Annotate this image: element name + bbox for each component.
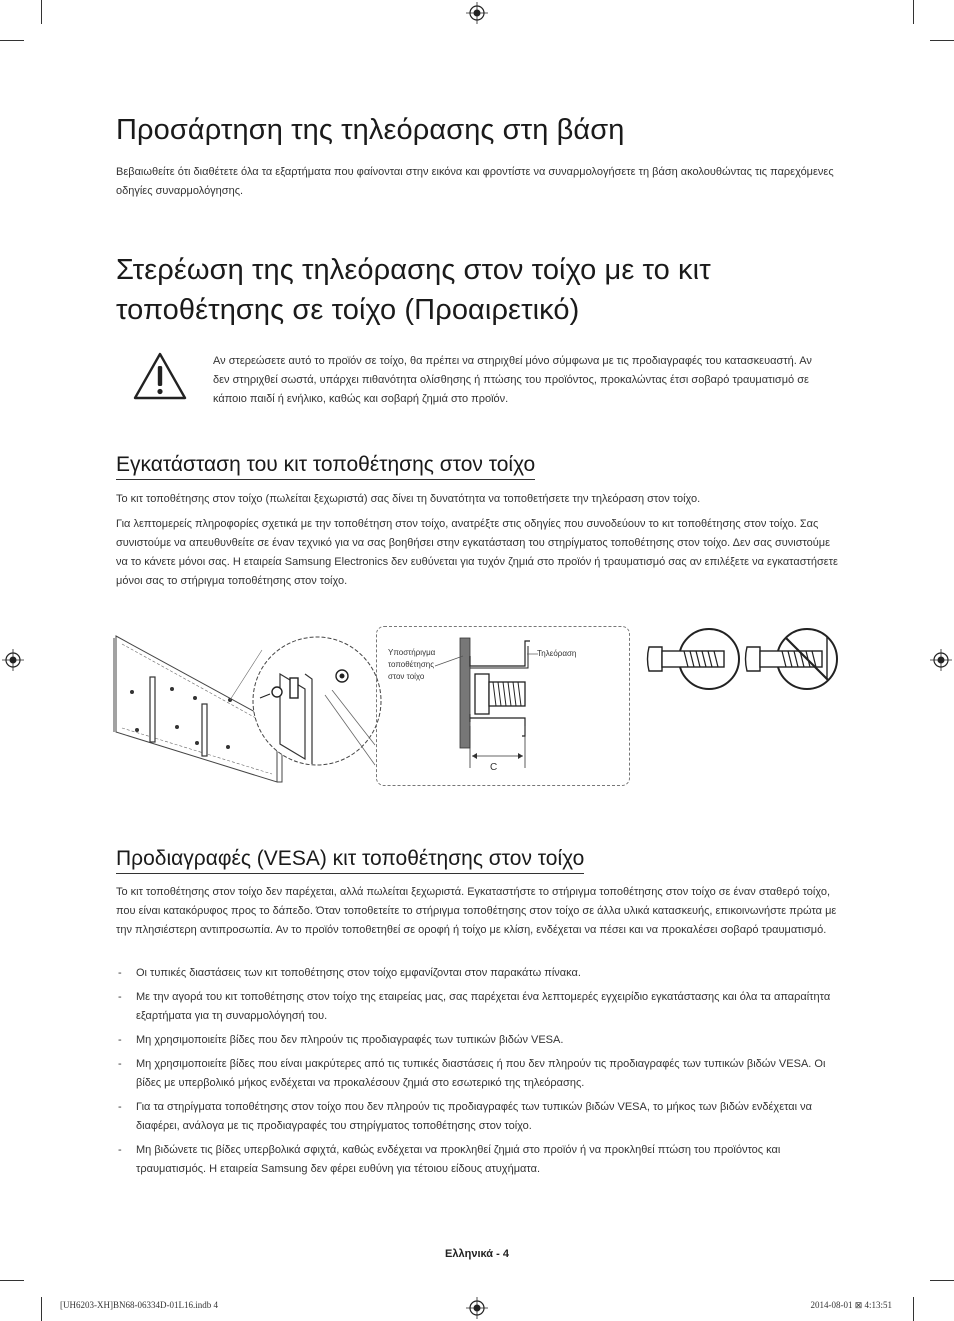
vesa-paragraph: Το κιτ τοποθέτησης στον τοίχο δεν παρέχεται, αλλά πωλείται ξεχωριστά. Εγκαταστήστε το στήριγμα τοποθέτησης στον τοίχο σε έναν σταθερό τοίχο, που είναι κατακόρυφος προς το δάπεδο. Όταν τοποθετείτε το στήριγμα τοποθέτησης στον τοίχο σε άλλα υλικά κατασκευής, επικοινωνήστε πρώτα με την πλησιέστερη αντιπροσωπία. Αν το προϊόν τοποθετηθεί σε οροφή ή τοίχο με κλίση, ενδέχεται να πέσει και να προκαλέσει σοβαρό τραυματισμό. <box>116 886 837 936</box>
list-dash: - <box>118 991 122 1003</box>
dimension-c-label: C <box>490 762 498 773</box>
vesa-bullet-list <box>116 964 834 1184</box>
warning-triangle-icon <box>132 351 188 401</box>
wall-mount-title-line1: Στερέωση της τηλεόρασης στον τοίχο με το κιτ <box>116 254 711 286</box>
stand-intro-text: Βεβαιωθείτε ότι διαθέτετε όλα τα εξαρτήματα που φαίνονται στην εικόνα και φροντίστε να συναρμολογήσετε τη βάση ακολουθώντας τις παρεχόμενες οδηγίες συναρμολόγησης. <box>116 166 834 197</box>
crop-mark <box>913 1297 914 1321</box>
crop-mark <box>913 0 914 24</box>
registration-mark-icon <box>930 649 952 671</box>
print-date: 2014-08-01 ⊠ 4:13:51 <box>810 1300 892 1310</box>
install-paragraph-1: Το κιτ τοποθέτησης στον τοίχο (πωλείται ξεχωριστά) σας δίνει τη δυνατότητα να τοποθετήσετε την τηλεόραση στον τοίχο. <box>116 493 701 505</box>
crop-mark <box>930 40 954 41</box>
registration-mark-icon <box>466 1297 488 1319</box>
list-item <box>116 988 834 1026</box>
list-item-text: Για τα στηρίγματα τοποθέτησης στον τοίχο που δεν πληρούν τις προδιαγραφές των τυπικών βιδών VESA, το μήκος των βιδών ενδέχεται να διαφέρει, ανάλογα με τις προδιαγραφές του στηρίγματος τοποθέτησης στον τοίχο. <box>136 1101 813 1132</box>
file-name: [UH6203-XH]BN68-06334D-01L16.indb 4 <box>60 1300 218 1310</box>
crop-mark <box>41 1297 42 1321</box>
registration-mark-icon <box>466 2 488 24</box>
crop-mark <box>41 0 42 24</box>
install-kit-heading: Εγκατάσταση του κιτ τοποθέτησης στον τοίχο <box>116 453 535 480</box>
crop-mark <box>930 1280 954 1281</box>
list-item-text: Μη βιδώνετε τις βίδες υπερβολικά σφιχτά, καθώς ενδέχεται να προκληθεί ζημιά στο προϊόν ή να προκληθεί πτώση του προϊόντος και τραυματισμός. Η εταιρεία Samsung δεν φέρει ευθύνη για τέτοιου είδους ατυχήματα. <box>136 1144 781 1175</box>
registration-mark-icon <box>2 649 24 671</box>
list-item-text: Μη χρησιμοποιείτε βίδες που δεν πληρούν τις προδιαγραφές των τυπικών βιδών VESA. <box>136 1034 564 1046</box>
list-item-text: Οι τυπικές διαστάσεις των κιτ τοποθέτησης στον τοίχο εμφανίζονται στον παρακάτω πίνακα. <box>136 967 581 979</box>
list-dash: - <box>118 1101 122 1113</box>
list-item-text: Με την αγορά του κιτ τοποθέτησης στον τοίχο της εταιρείας μας, σας παρέχεται ένα λεπτομερές εγχειρίδιο εγκατάστασης και όλα τα απαραίτητα εξαρτήματα για τη συναρμολόγησή του. <box>136 991 831 1022</box>
bracket-label-line: τοποθέτησης <box>388 660 435 669</box>
list-item <box>116 1055 834 1093</box>
list-item <box>116 1031 834 1050</box>
page-title: Προσάρτηση της τηλεόρασης στη βάση <box>116 114 625 146</box>
incorrect-screw-icon <box>742 627 842 691</box>
vesa-heading: Προδιαγραφές (VESA) κιτ τοποθέτησης στον τοίχο <box>116 847 584 874</box>
screw-cross-section <box>430 636 560 781</box>
list-item <box>116 1098 834 1136</box>
crop-mark <box>0 40 24 41</box>
bracket-label <box>388 647 435 683</box>
list-dash: - <box>118 967 122 979</box>
warning-text: Αν στερεώσετε αυτό το προϊόν σε τοίχο, θα πρέπει να στηριχθεί μόνο σύμφωνα με τις προδιαγραφές του κατασκευαστή. Αν δεν στηριχθεί σωστά, υπάρχει πιθανότητα ολίσθησης ή πτώσης του προϊόντος, προκαλώντας έτσι σοβαρό τραυματισμό σε κάποιο παιδί ή ενήλικο, καθώς και σοβαρή ζημιά στο προϊόν. <box>213 355 812 405</box>
list-dash: - <box>118 1034 122 1046</box>
wall-mount-title-line2: τοποθέτησης σε τοίχο (Προαιρετικό) <box>116 294 580 326</box>
crop-mark <box>0 1280 24 1281</box>
list-item <box>116 1141 834 1179</box>
list-dash: - <box>118 1058 122 1070</box>
bracket-label-line: Υποστήριγμα <box>388 648 436 657</box>
page-number: Ελληνικά - 4 <box>445 1248 509 1260</box>
list-item <box>116 964 834 983</box>
list-dash: - <box>118 1144 122 1156</box>
bracket-label-line: στον τοίχο <box>388 672 425 681</box>
tv-label: Τηλεόραση <box>537 649 577 658</box>
install-paragraph-2: Για λεπτομερείς πληροφορίες σχετικά με την τοποθέτηση στον τοίχο, ανατρέξτε στις οδηγίες που συνοδεύουν το κιτ τοποθέτησης στον τοίχο. Σας συνιστούμε να απευθυνθείτε σε έναν τεχνικό για να σας βοηθήσει στην εγκατάσταση του στηρίγματος τοποθέτησης στον τοίχο. Δεν σας συνιστούμε να το κάνετε μόνοι σας. Η εταιρεία Samsung Electronics δεν ευθύνεται για τυχόν ζημιά στο προϊόν ή τραυματισμό σας αν επιλέξετε να εγκαταστήσετε μόνοι σας το στήριγμα τοποθέτησης στον τοίχο. <box>116 518 838 587</box>
detail-pointer-lines <box>320 690 380 770</box>
correct-screw-icon <box>644 627 744 691</box>
list-item-text: Μη χρησιμοποιείτε βίδες που είναι μακρύτερες από τις τυπικές διαστάσεις ή που δεν πληρούν τις προδιαγραφές των τυπικών βιδών VESA. Οι βίδες με υπερβολικό μήκος ενδέχεται να προκαλέσουν ζημιά στο εσωτερικό της τηλεόρασης. <box>136 1058 826 1089</box>
